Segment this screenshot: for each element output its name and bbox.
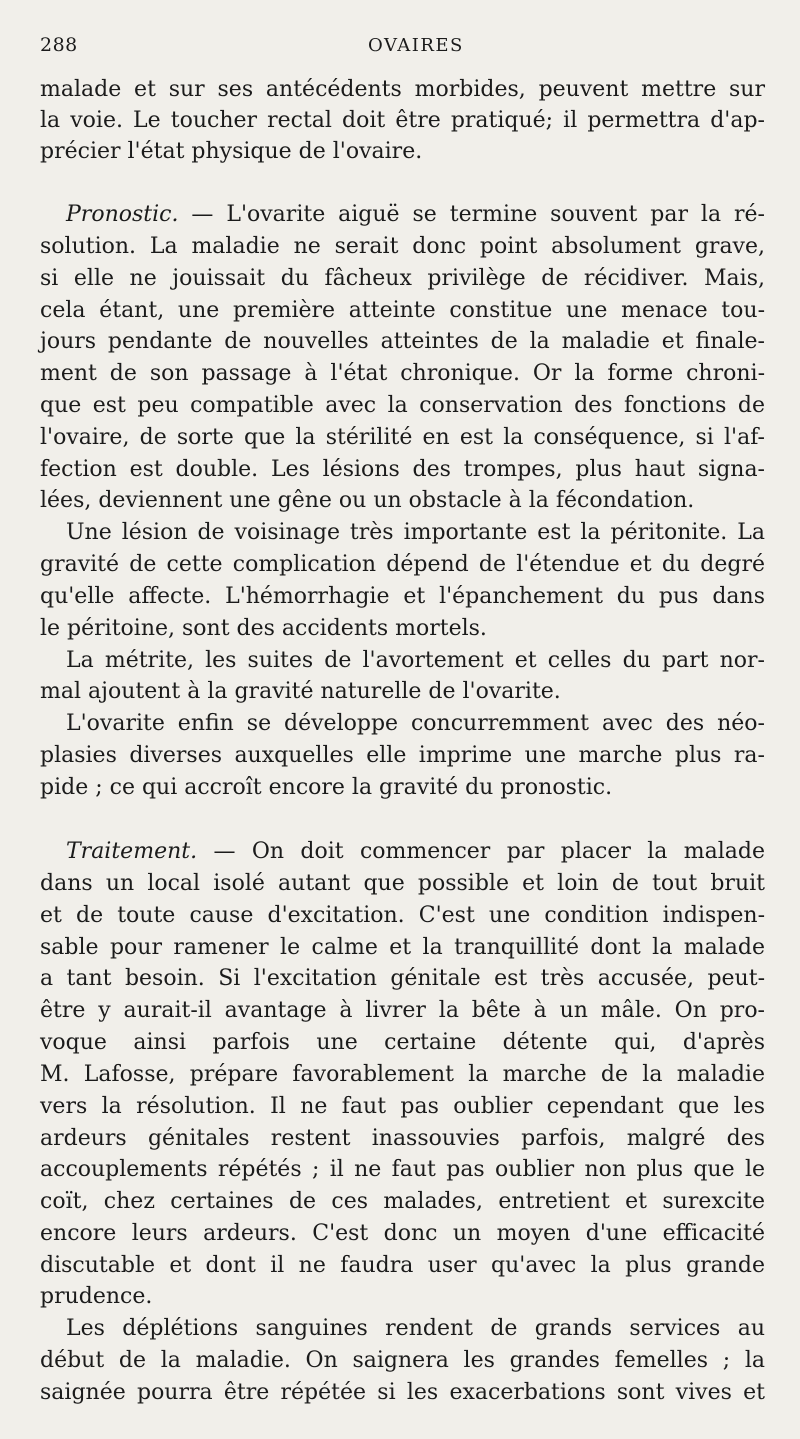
text-line: précier l'état physique de l'ovaire. [40,139,423,164]
text-line: gravité de cette complication dépend de l'étendue et du degré [40,552,765,577]
text-line: cela étant, une première atteinte constitue une menace tou- [40,298,765,323]
text-line: plasies diverses auxquelles elle imprime une marche plus ra- [40,743,765,768]
text-line: mal ajoutent à la gravité naturelle de l'ovarite. [40,679,561,704]
running-title: OVAIRES [368,35,464,56]
section-label: Pronostic. [66,202,179,227]
text-line: L'ovarite enfin se développe concurremment avec des néo- [66,711,765,736]
text-line: la voie. Le toucher rectal doit être pratiqué; il permettra d'ap- [40,108,765,133]
text-line: l'ovaire, de sorte que la stérilité en est la conséquence, si l'af- [40,425,765,450]
text-line: sable pour ramener le calme et la tranquillité dont la malade [40,935,765,960]
text-line: Une lésion de voisinage très importante est la péritonite. La [66,520,765,545]
text-line: être y aurait-il avantage à livrer la bête à un mâle. On pro- [40,998,765,1023]
text-line: pide ; ce qui accroît encore la gravité du pronostic. [40,775,613,800]
text-line: discutable et dont il ne faudra user qu'avec la plus grande [40,1253,765,1278]
text-line: La métrite, les suites de l'avortement et celles du part nor- [66,648,765,673]
text-line: et de toute cause d'excitation. C'est une condition indispen- [40,903,765,928]
text-line: prudence. [40,1284,153,1309]
text-line: jours pendante de nouvelles atteintes de la maladie et finale- [40,329,765,354]
text-line: solution. La maladie ne serait donc point absolument grave, [40,234,765,259]
text-line: Les déplétions sanguines rendent de grands services au [66,1316,765,1341]
text-line: saignée pourra être répétée si les exacerbations sont vives et [40,1380,765,1405]
text-line: accouplements répétés ; il ne faut pas oublier non plus que le [40,1157,765,1182]
page-number: 288 [40,34,78,56]
text-line: voque ainsi parfois une certaine détente qui, d'après [40,1030,765,1055]
text-line: le péritoine, sont des accidents mortels. [40,616,487,641]
text-line: coït, chez certaines de ces malades, entretient et surexcite [40,1189,765,1214]
text-line: début de la maladie. On saignera les grandes femelles ; la [40,1348,765,1373]
text-line: que est peu compatible avec la conservation des fonctions de [40,393,765,418]
text-line: malade et sur ses antécédents morbides, peuvent mettre sur [40,77,765,102]
text-line: a tant besoin. Si l'excitation génitale est très accusée, peut- [40,966,765,991]
text-line: ment de son passage à l'état chronique. Or la forme chroni- [40,361,765,386]
text-line: M. Lafosse, prépare favorablement la marche de la maladie [40,1062,765,1087]
text-line: fection est double. Les lésions des trompes, plus haut signa- [40,457,765,482]
text-line: dans un local isolé autant que possible et loin de tout bruit [40,871,765,896]
section-heading-pronostic: Pronostic. — L'ovarite aiguë se termine souvent par la ré- [66,202,765,227]
text-line: ardeurs génitales restent inassouvies parfois, malgré des [40,1126,765,1151]
text-line: si elle ne jouissait du fâcheux privilège de récidiver. Mais, [40,266,765,291]
section-heading-traitement: Traitement. — On doit commencer par placer la malade [66,839,765,864]
text-line: lées, deviennent une gêne ou un obstacle à la fécondation. [40,488,695,513]
section-label: Traitement. [66,839,198,864]
text-line: vers la résolution. Il ne faut pas oublier cependant que les [40,1094,765,1119]
text-line: qu'elle affecte. L'hémorrhagie et l'épanchement du pus dans [40,584,765,609]
text-line: encore leurs ardeurs. C'est donc un moyen d'une efficacité [40,1221,765,1246]
